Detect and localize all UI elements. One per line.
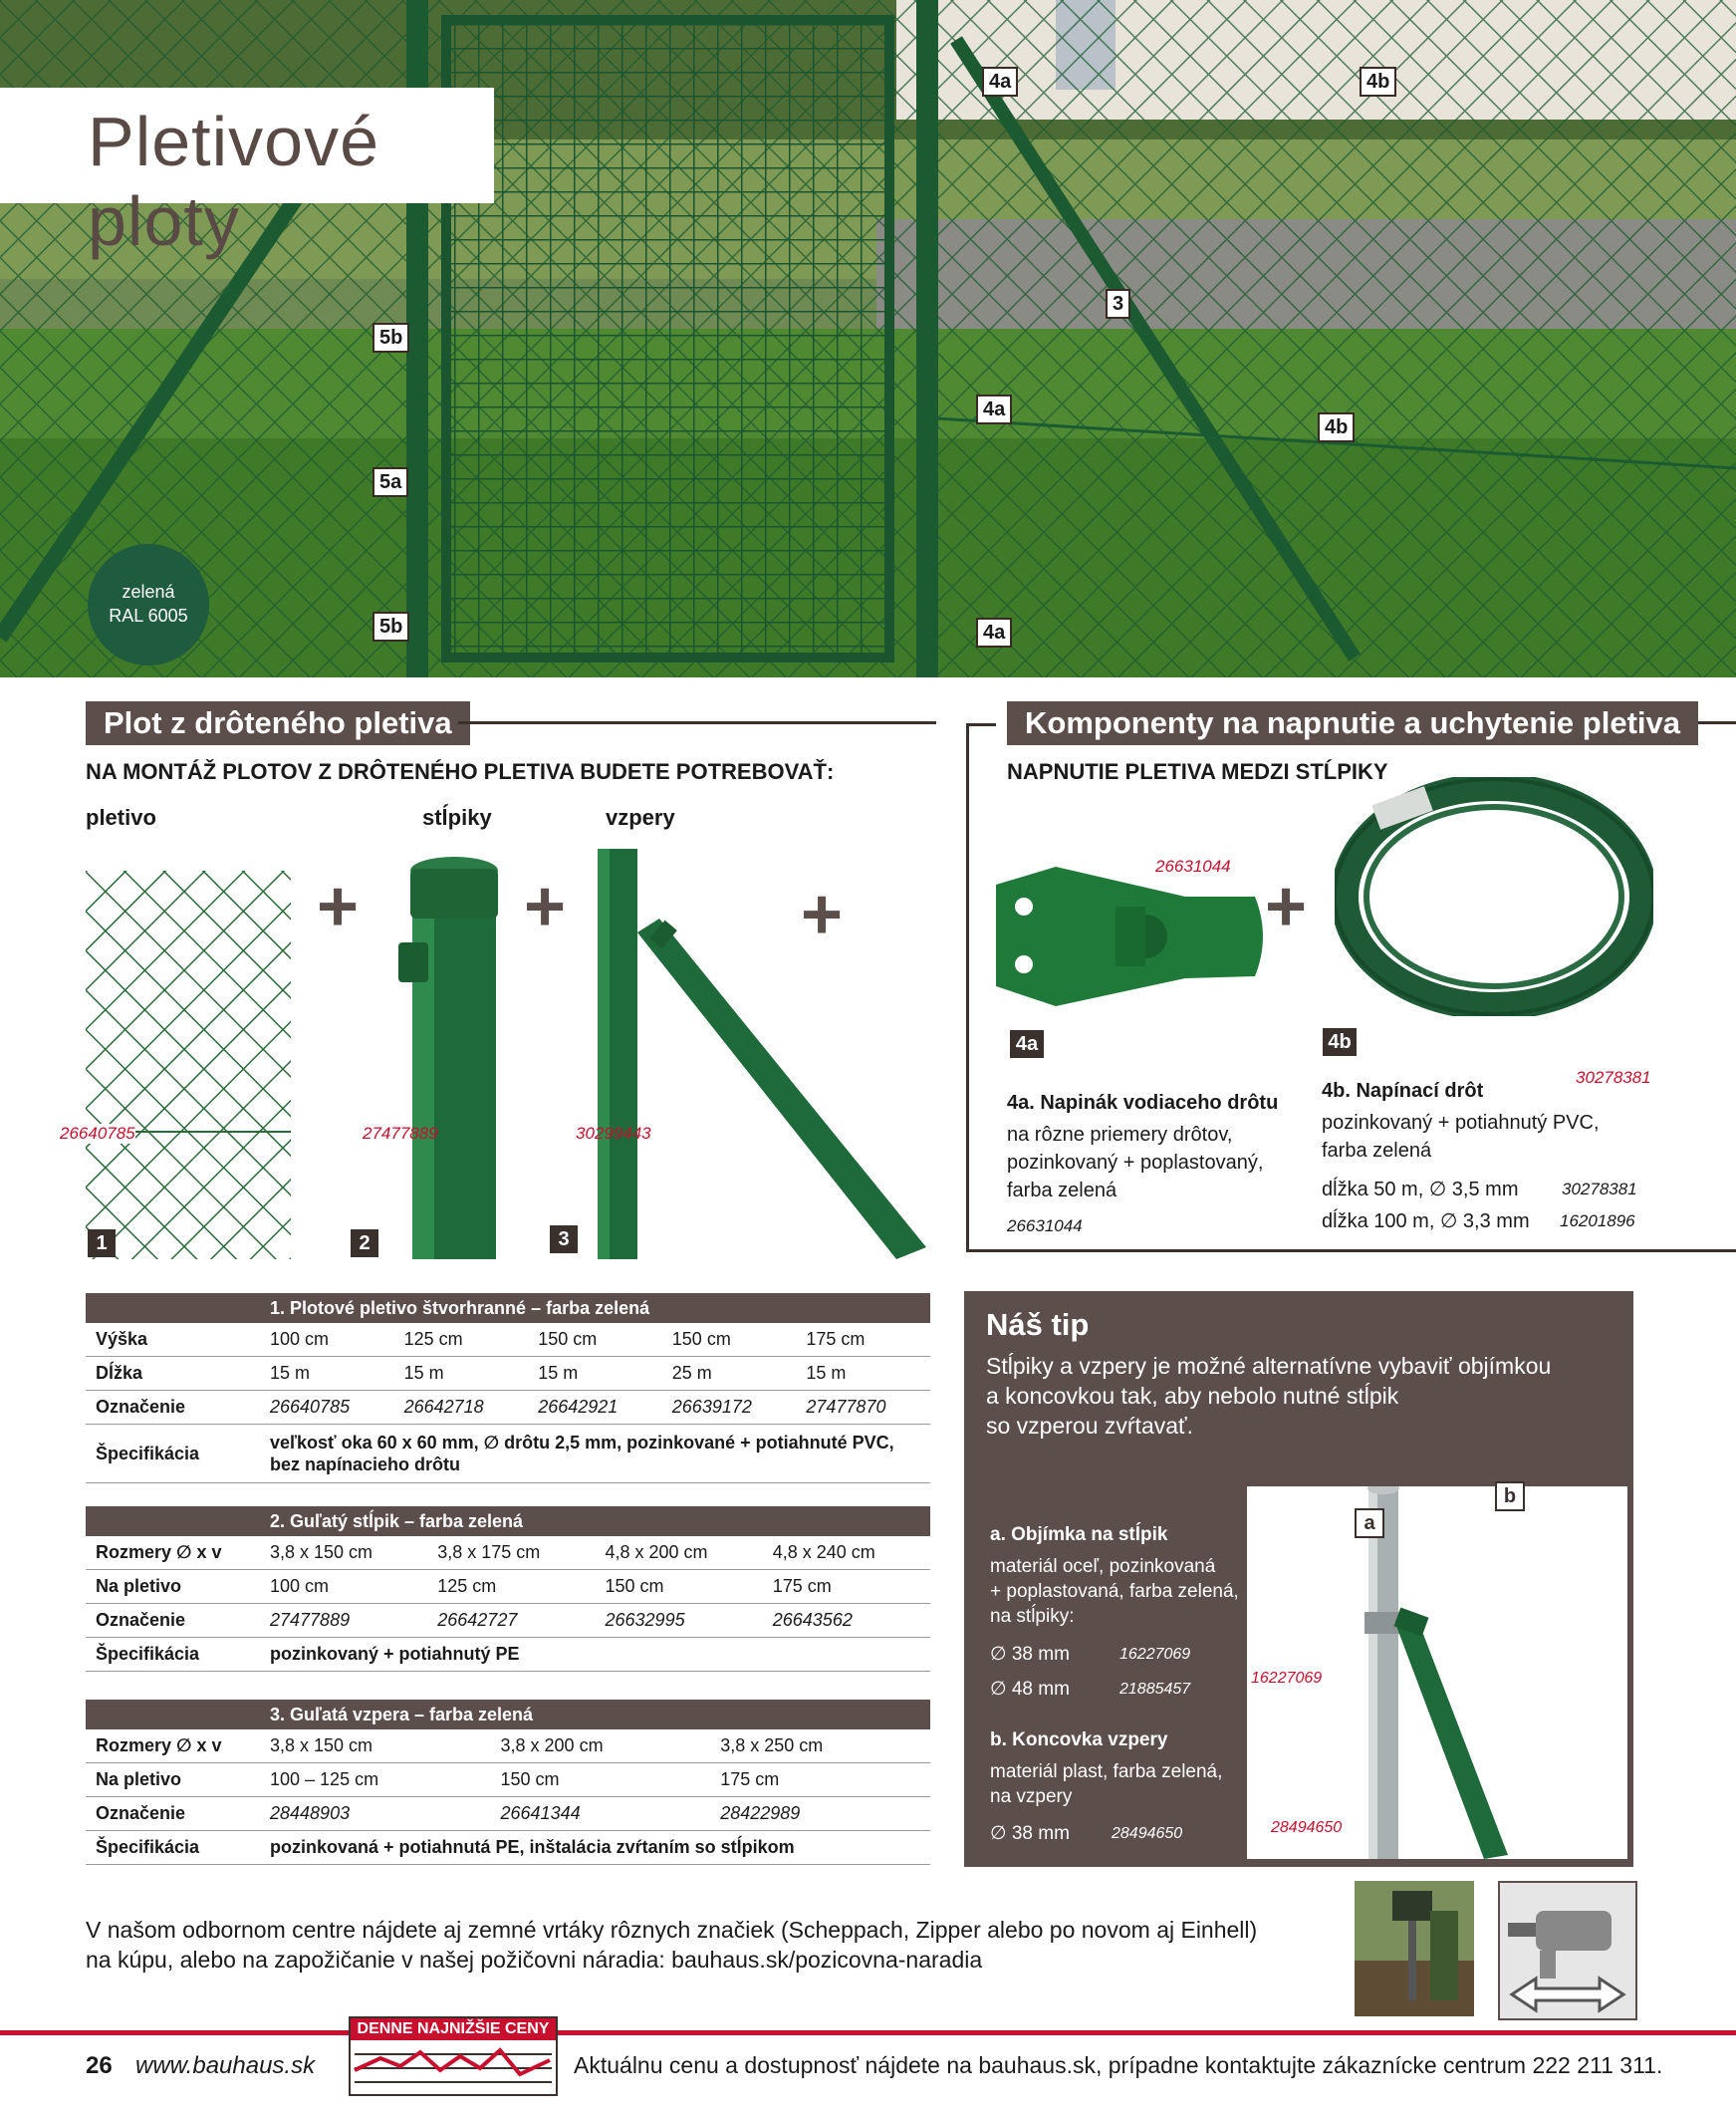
wire-variant: dĺžka 100 m, ∅ 3,3 mm: [1322, 1210, 1530, 1232]
spec-table-mesh: [86, 1293, 930, 1483]
tip-b-desc: na vzpery: [990, 1786, 1073, 1807]
table-key: Na pletivo: [86, 1763, 260, 1797]
tensioner-desc: pozinkovaný + poplastovaný,: [1007, 1152, 1264, 1174]
section-heading-components: Komponenty na napnutie a uchytenie pletiva: [1007, 701, 1698, 745]
section-heading-fence: Plot z drôteného pletiva: [86, 701, 470, 745]
tip-body: Stĺpiky a vzpery je možné alternatívne vybaviť objímkou: [986, 1353, 1552, 1379]
table-title: 2. Guľatý stĺpik – farba zelená: [260, 1506, 930, 1536]
item-number: 3: [550, 1225, 578, 1253]
table-key: Dĺžka: [86, 1357, 260, 1391]
table-cell: 150 cm: [528, 1323, 662, 1357]
table-cell: 150 cm: [596, 1570, 763, 1604]
footer-url[interactable]: www.bauhaus.sk: [135, 2052, 316, 2079]
table-key: Označenie: [86, 1391, 260, 1425]
table-cell: 100 – 125 cm: [260, 1763, 491, 1797]
page-title: Pletivové ploty: [88, 103, 380, 260]
table-cell: 15 m: [260, 1357, 394, 1391]
table-spec: veľkosť oka 60 x 60 mm, ∅ drôtu 2,5 mm, pozinkované + potiahnuté PVC,: [270, 1433, 894, 1453]
table-row: [86, 1570, 930, 1604]
table-key: Špecifikácia: [86, 1425, 260, 1483]
tip-a-variant: ∅ 38 mm: [990, 1644, 1070, 1665]
lowest-price-badge: [349, 2016, 558, 2096]
wire-title: 4b. Napínací drôt: [1322, 1080, 1484, 1102]
table-spec: pozinkovaná + potiahnutá PE, inštalácia zvŕtaním so stĺpikom: [260, 1831, 930, 1865]
table-cell: 4,8 x 240 cm: [763, 1536, 930, 1570]
plus-sign: +: [1265, 867, 1308, 946]
table-cell: 175 cm: [763, 1570, 930, 1604]
tip-heading: Náš tip: [986, 1307, 1090, 1342]
footer-text: Aktuálnu cenu a dostupnosť nájdete na bauhaus.sk, prípadne kontaktujte zákaznícke centrum 222 211 311.: [574, 2052, 1663, 2078]
table-row: [86, 1797, 930, 1831]
table-row: [86, 1536, 930, 1570]
tip-a-code-box: 16227069: [1247, 1666, 1326, 1692]
table-cell: 26642727: [427, 1604, 595, 1638]
table-key: Výška: [86, 1323, 260, 1357]
table-cell: 3,8 x 150 cm: [260, 1536, 427, 1570]
tip-letter-b: b: [1495, 1481, 1525, 1511]
section-rule: [458, 721, 936, 724]
spec-table-posts: [86, 1506, 930, 1672]
table-key: Označenie: [86, 1797, 260, 1831]
table-key: Rozmery ∅ x v: [86, 1536, 260, 1570]
item-code-struts: 30299443: [576, 1124, 651, 1143]
table-cell: 3,8 x 250 cm: [710, 1729, 930, 1763]
section-subheading: NA MONTÁŽ PLOTOV Z DRÔTENÉHO PLETIVA BUDETE POTREBOVAŤ:: [86, 759, 835, 784]
table-cell: 3,8 x 175 cm: [427, 1536, 595, 1570]
tip-a-desc: materiál oceľ, pozinkovaná: [990, 1556, 1216, 1577]
table-spec: pozinkovaný + potiahnutý PE: [260, 1638, 930, 1672]
item-label-struts: vzpery: [606, 805, 675, 830]
item-code-tensioner-img: 26631044: [1155, 857, 1231, 876]
tip-a-variant: ∅ 48 mm: [990, 1679, 1070, 1700]
plus-sign: +: [524, 867, 567, 946]
tensioner-desc: farba zelená: [1007, 1180, 1117, 1201]
color-badge: [88, 544, 209, 665]
strut-image: [598, 849, 926, 1259]
table-cell: 26632995: [596, 1604, 763, 1638]
callout-4b: 4b: [1318, 412, 1355, 442]
table-title: 3. Guľatá vzpera – farba zelená: [260, 1700, 930, 1729]
wire-variant-code: 30278381: [1562, 1180, 1637, 1198]
item-number: 1: [88, 1229, 116, 1257]
wire-variant-code: 16201896: [1560, 1211, 1635, 1230]
post-image: [394, 849, 514, 1259]
table-cell: 15 m: [528, 1357, 662, 1391]
table-cell: 26643562: [763, 1604, 930, 1638]
tip-a-variant-code: 16227069: [1119, 1646, 1191, 1663]
mesh-image: [86, 871, 291, 1259]
item-code-mesh: 26640785: [60, 1124, 135, 1143]
tip-b-variant-code: 28494650: [1112, 1825, 1183, 1842]
table-title: 1. Plotové pletivo štvorhranné – farba zelená: [260, 1293, 930, 1323]
table-cell: 25 m: [662, 1357, 797, 1391]
tensioner-code: 26631044: [1007, 1216, 1083, 1235]
table-cell: 15 m: [394, 1357, 529, 1391]
right-frame-top: [966, 723, 996, 726]
spec-table-struts: [86, 1700, 930, 1865]
callout-5a: 5a: [372, 467, 408, 497]
page-number: 26: [86, 2052, 113, 2079]
table-key: Špecifikácia: [86, 1638, 260, 1672]
table-key: Špecifikácia: [86, 1831, 260, 1865]
wire-variant: dĺžka 50 m, ∅ 3,5 mm: [1322, 1179, 1519, 1200]
lowest-price-badge-label: DENNE NAJNIŽŠIE CENY: [351, 2018, 556, 2040]
table-row: [86, 1638, 930, 1672]
callout-5b: 5b: [372, 612, 409, 642]
table-cell: 26640785: [260, 1391, 394, 1425]
tip-body: a koncovkou tak, aby nebolo nutné stĺpik: [986, 1383, 1399, 1409]
callout-4a: 4a: [982, 67, 1018, 97]
table-cell: 4,8 x 200 cm: [596, 1536, 763, 1570]
table-row: [86, 1604, 930, 1638]
table-row: [86, 1391, 930, 1425]
callout-3: 3: [1106, 289, 1130, 319]
tip-a-title: a. Objímka na stĺpik: [990, 1524, 1168, 1545]
table-cell: 28448903: [260, 1797, 491, 1831]
callout-4a: 4a: [976, 618, 1012, 648]
table-row: [86, 1729, 930, 1763]
table-row: [86, 1425, 930, 1483]
rental-tool-icon: [1498, 1881, 1637, 2020]
table-key: Na pletivo: [86, 1570, 260, 1604]
wire-desc: pozinkovaný + potiahnutý PVC,: [1322, 1112, 1600, 1134]
wire-code-img: 30278381: [1576, 1068, 1651, 1087]
table-key: Rozmery ∅ x v: [86, 1729, 260, 1763]
table-cell: 28422989: [710, 1797, 930, 1831]
tip-a-desc: na stĺpiky:: [990, 1606, 1075, 1627]
item-badge-4a: 4a: [1010, 1030, 1044, 1058]
callout-4a: 4a: [976, 395, 1012, 424]
tensioner-desc: na rôzne priemery drôtov,: [1007, 1124, 1233, 1146]
callout-4b: 4b: [1360, 67, 1396, 97]
table-cell: 3,8 x 200 cm: [491, 1729, 711, 1763]
item-label-mesh: pletivo: [86, 805, 156, 830]
table-cell: 100 cm: [260, 1323, 394, 1357]
table-cell: 26639172: [662, 1391, 797, 1425]
table-row: [86, 1763, 930, 1797]
color-badge-ral: RAL 6005: [109, 606, 188, 626]
table-cell: 3,8 x 150 cm: [260, 1729, 491, 1763]
tip-b-desc: materiál plast, farba zelená,: [990, 1761, 1223, 1782]
table-cell: 175 cm: [710, 1763, 930, 1797]
table-spec: bez napínacieho drôtu: [270, 1455, 461, 1474]
tip-b-title: b. Koncovka vzpery: [990, 1729, 1168, 1750]
table-row: [86, 1323, 930, 1357]
right-frame-left: [966, 723, 969, 1251]
item-label-posts: stĺpiky: [422, 805, 492, 830]
plus-sign: +: [317, 867, 360, 946]
auger-photo: [1355, 1881, 1474, 2016]
table-cell: 125 cm: [394, 1323, 529, 1357]
table-cell: 27477870: [796, 1391, 930, 1425]
item-code-posts: 27477889: [363, 1124, 438, 1143]
tensioner-image: [986, 857, 1275, 1016]
tensioner-title: 4a. Napinák vodiaceho drôtu: [1007, 1092, 1279, 1114]
table-cell: 125 cm: [427, 1570, 595, 1604]
table-cell: 15 m: [796, 1357, 930, 1391]
table-cell: 100 cm: [260, 1570, 427, 1604]
plus-sign: +: [801, 875, 844, 954]
table-cell: 26642718: [394, 1391, 529, 1425]
table-cell: 27477889: [260, 1604, 427, 1638]
table-cell: 175 cm: [796, 1323, 930, 1357]
table-row: [86, 1831, 930, 1865]
page-title-box: [0, 88, 494, 260]
tip-b-variant: ∅ 38 mm: [990, 1823, 1070, 1844]
tip-body: so vzperou zvŕtavať.: [986, 1413, 1194, 1439]
table-cell: 150 cm: [491, 1763, 711, 1797]
footer-rule: [0, 2030, 1736, 2035]
section-subheading: NAPNUTIE PLETIVA MEDZI STĹPIKY: [1007, 759, 1388, 784]
item-badge-4b: 4b: [1323, 1028, 1357, 1056]
tip-a-variant-code: 21885457: [1119, 1681, 1191, 1698]
table-key: Označenie: [86, 1604, 260, 1638]
right-frame-bottom: [966, 1249, 1736, 1252]
tip-b-code-box: 28494650: [1267, 1815, 1346, 1841]
item-number: 2: [351, 1229, 378, 1257]
color-badge-name: zelená: [122, 582, 175, 602]
bottom-note: na kúpu, alebo na zapožičanie v našej požičovni náradia: bauhaus.sk/pozicovna-naradia: [86, 1947, 983, 1973]
table-row: [86, 1357, 930, 1391]
wire-desc: farba zelená: [1322, 1140, 1432, 1162]
tip-a-desc: + poplastovaná, farba zelená,: [990, 1581, 1239, 1602]
table-cell: 26641344: [491, 1797, 711, 1831]
tip-letter-a: a: [1355, 1508, 1384, 1538]
table-cell: 150 cm: [662, 1323, 797, 1357]
tip-box: [964, 1291, 1633, 1867]
table-cell: 26642921: [528, 1391, 662, 1425]
callout-5b: 5b: [372, 323, 409, 353]
wire-coil-image: [1335, 777, 1653, 1016]
bottom-note: V našom odbornom centre nájdete aj zemné vrtáky rôznych značiek (Scheppach, Zipper alebo po novom aj Einhell): [86, 1917, 1258, 1943]
